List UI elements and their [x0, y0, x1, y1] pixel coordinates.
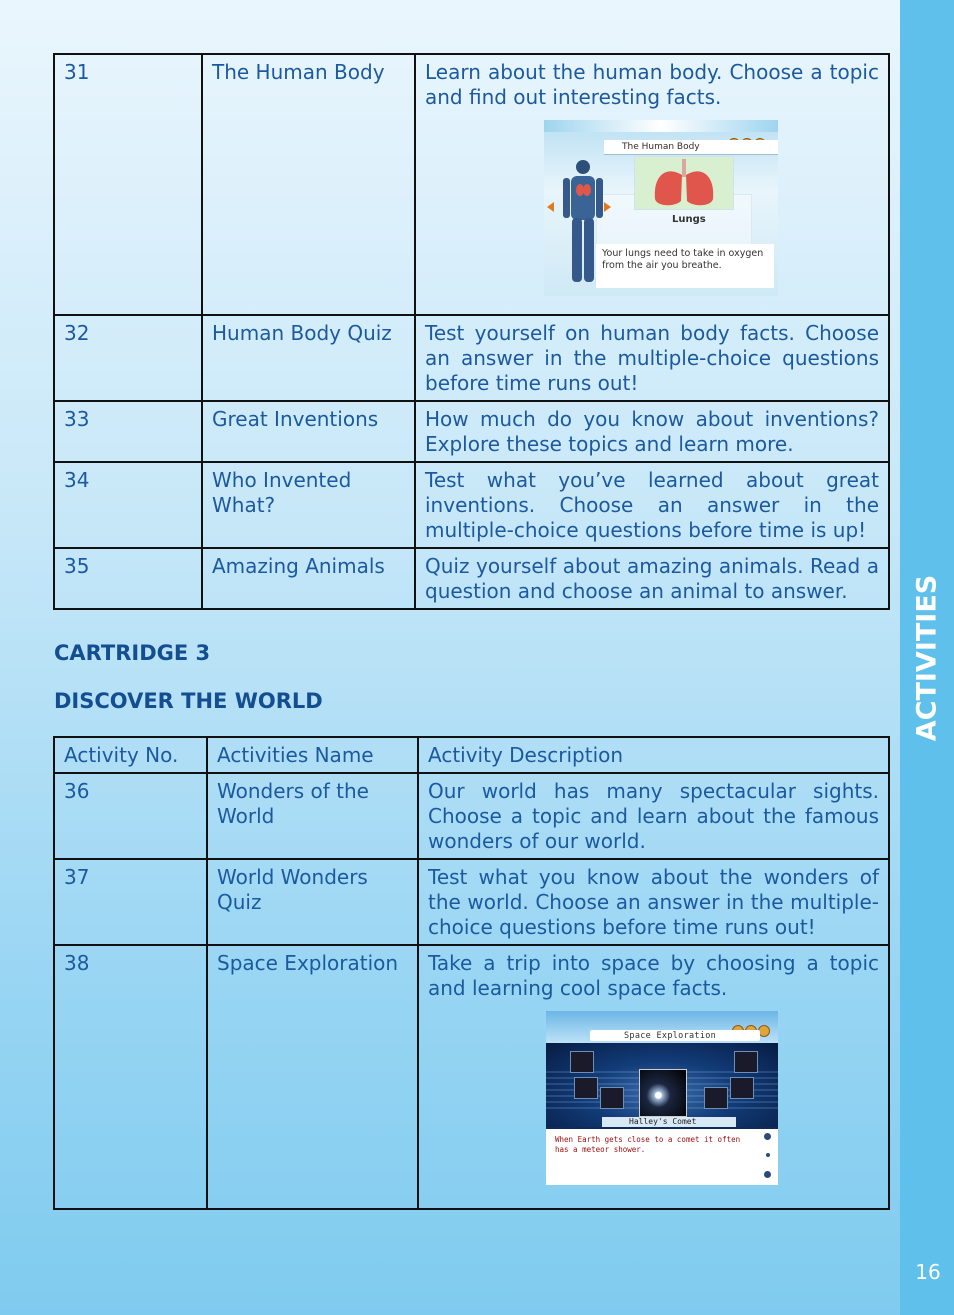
topic-tile-icon: [570, 1051, 594, 1073]
arrow-right-icon: [604, 202, 611, 212]
cartridge-heading: CARTRIDGE 3: [54, 641, 211, 665]
human-body-screenshot: [544, 120, 778, 296]
activity-number: 32: [54, 315, 202, 401]
table-row: [54, 401, 889, 462]
table-row: [54, 945, 889, 1209]
column-header-activity-no: Activity No.: [54, 737, 207, 773]
activity-description-cell: [415, 54, 889, 315]
comet-image: [639, 1069, 687, 1117]
activity-name: Space Exploration: [207, 945, 418, 1209]
topic-tile-icon: [730, 1077, 754, 1099]
column-header-activity-description: Activity Description: [418, 737, 889, 773]
activity-number: 36: [54, 773, 207, 859]
arrow-left-icon: [547, 202, 554, 212]
activity-description-cell: [418, 945, 889, 1209]
activity-number: 37: [54, 859, 207, 945]
activity-number: 38: [54, 945, 207, 1209]
activity-description: Our world has many spectacular sights. Choose a topic and learn about the famous wonders of our world.: [418, 773, 889, 859]
section-heading: DISCOVER THE WORLD: [54, 689, 323, 713]
activity-number: 33: [54, 401, 202, 462]
screenshot-title: Space Exploration: [624, 1031, 717, 1041]
activity-name: The Human Body: [202, 54, 415, 315]
side-tab-label: ACTIVITIES: [911, 574, 943, 742]
table-row: [54, 462, 889, 548]
activity-name: Who Invented What?: [202, 462, 415, 548]
table-header-row: [54, 737, 889, 773]
screenshot-caption: When Earth gets close to a comet it often has a meteor shower.: [555, 1135, 741, 1154]
activity-name: Amazing Animals: [202, 548, 415, 609]
column-header-activities-name: Activities Name: [207, 737, 418, 773]
page-number: 16: [915, 1260, 941, 1284]
lungs-icon: [635, 157, 733, 209]
activity-number: 35: [54, 548, 202, 609]
activity-description: Learn about the human body. Choose a topic and find out interesting facts.: [425, 60, 879, 109]
activity-name: Human Body Quiz: [202, 315, 415, 401]
activity-description: How much do you know about inventions? Explore these topics and learn more.: [415, 401, 889, 462]
activity-number: 31: [54, 54, 202, 315]
table-row: [54, 773, 889, 859]
space-exploration-screenshot: [546, 1011, 778, 1185]
topic-tile-icon: [734, 1051, 758, 1073]
activities-table-cartridge-2: [53, 53, 890, 610]
screenshot-label: Halley's Comet: [629, 1117, 697, 1126]
topic-tile-icon: [704, 1087, 728, 1109]
activity-description: Test yourself on human body facts. Choose an answer in the multiple-choice questions before time runs out!: [415, 315, 889, 401]
topic-tile-icon: [600, 1087, 624, 1109]
table-row: [54, 315, 889, 401]
table-row: [54, 548, 889, 609]
screenshot-label: Lungs: [672, 214, 706, 225]
lungs-image: [634, 156, 734, 210]
activity-description: Test what you’ve learned about great inventions. Choose an answer in the multiple-choice questions before time is up!: [415, 462, 889, 548]
table-row: [54, 54, 889, 315]
table-row: [54, 859, 889, 945]
activity-name: Great Inventions: [202, 401, 415, 462]
scroll-dot-icon: [766, 1153, 770, 1157]
activity-number: 34: [54, 462, 202, 548]
activity-description: Quiz yourself about amazing animals. Read a question and choose an animal to answer.: [415, 548, 889, 609]
screenshot-title: The Human Body: [622, 142, 700, 152]
scroll-up-icon: [764, 1133, 771, 1140]
scroll-down-icon: [764, 1171, 771, 1178]
topic-tile-icon: [574, 1077, 598, 1099]
activity-description: Take a trip into space by choosing a topic and learning cool space facts.: [428, 951, 879, 1000]
screenshot-caption: Your lungs need to take in oxygen from the air you breathe.: [596, 244, 774, 288]
activity-description: Test what you know about the wonders of the world. Choose an answer in the multiple-choice questions before time runs out!: [418, 859, 889, 945]
activity-name: World Wonders Quiz: [207, 859, 418, 945]
activity-name: Wonders of the World: [207, 773, 418, 859]
activities-table-cartridge-3: [53, 736, 890, 1210]
